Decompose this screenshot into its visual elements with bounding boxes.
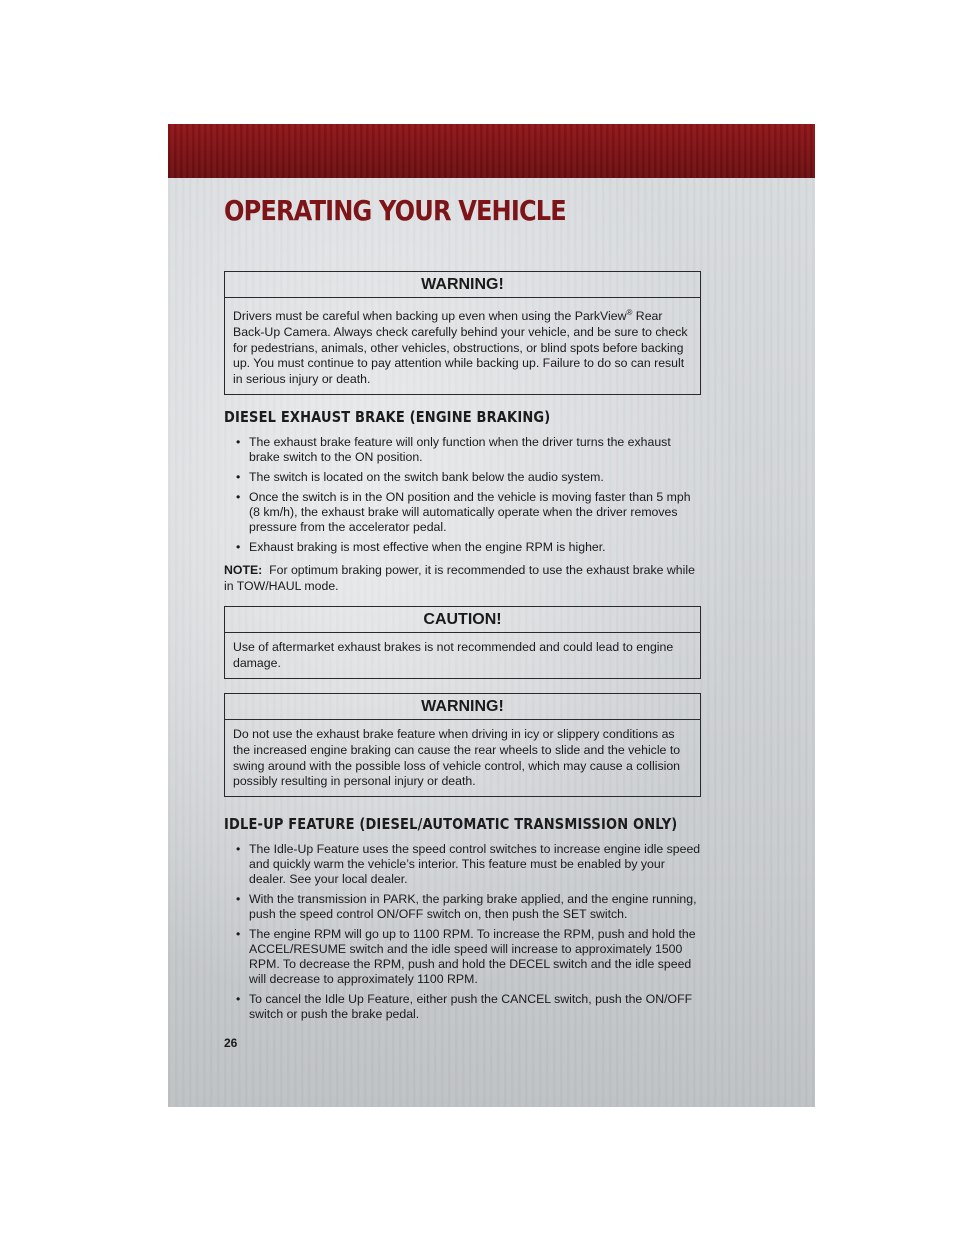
list-item-text: The engine RPM will go up to 1100 RPM. To increase the RPM, push and hold the ACCEL/RESUME switch and the idle speed will increase to approximately 1500 RPM. To decrease the RPM, push and hold the DECEL switch and the idle speed will decrease to approximately 1100 RPM. — [249, 927, 696, 986]
warning-body-text-b: Rear Back-Up Camera. Always check carefully behind your vehicle, and be sure to check for pedestrians, animals, other vehicles, obstructions, or blind spots before backing up. You must continue to pay attention while backing up. Failure to do so can result in serious injury or death. — [233, 309, 688, 387]
list-item-text: With the transmission in PARK, the parking brake applied, and the engine running, push the speed control ON/OFF switch on, then push the SET switch. — [249, 892, 697, 921]
list-item — [234, 892, 704, 922]
list-item-text: To cancel the Idle Up Feature, either push the CANCEL switch, push the ON/OFF switch or push the brake pedal. — [249, 992, 693, 1021]
list-item-text: The switch is located on the switch bank below the audio system. — [249, 470, 604, 484]
caution-body: Use of aftermarket exhaust brakes is not recommended and could lead to engine damage. — [233, 640, 674, 670]
warning-box-parkview — [224, 271, 701, 395]
bullet-mark: • — [236, 892, 241, 906]
list-item-text: Exhaust braking is most effective when the engine RPM is higher. — [249, 540, 606, 554]
list-item-text: The exhaust brake feature will only function when the driver turns the exhaust brake switch to the ON position. — [249, 435, 671, 464]
bullet-mark: • — [236, 470, 241, 484]
note-label: NOTE: — [224, 563, 263, 577]
warning-body — [225, 298, 700, 394]
page-title: OPERATING YOUR VEHICLE — [224, 194, 566, 227]
idle-up-bullet-list — [234, 842, 704, 1027]
bullet-mark: • — [236, 842, 241, 856]
bullet-mark: • — [236, 435, 241, 449]
manual-page — [168, 124, 815, 1107]
caution-box — [224, 606, 701, 679]
header-band — [168, 124, 815, 178]
list-item — [234, 435, 704, 465]
bullet-mark: • — [236, 540, 241, 554]
section-heading-exhaust-brake: DIESEL EXHAUST BRAKE (ENGINE BRAKING) — [224, 408, 551, 426]
note-paragraph — [224, 562, 699, 594]
page-number: 26 — [224, 1036, 238, 1050]
list-item — [234, 842, 704, 887]
list-item — [234, 540, 704, 555]
bullet-mark: • — [236, 927, 241, 941]
warning-body: Do not use the exhaust brake feature when driving in icy or slippery conditions as the increased engine braking can cause the rear wheels to slide and the vehicle to swing around with the possible loss of vehicle control, which may cause a collision possibly resulting in personal injury or death. — [233, 727, 681, 789]
list-item — [234, 992, 704, 1022]
section-heading-idle-up: IDLE-UP FEATURE (DIESEL/AUTOMATIC TRANSMISSION ONLY) — [224, 815, 678, 833]
registered-mark: ® — [626, 308, 633, 317]
bullet-mark: • — [236, 992, 241, 1006]
list-item — [234, 470, 704, 485]
warning-body-text-a: Drivers must be careful when backing up even when using the ParkView — [233, 309, 627, 324]
note-text: For optimum braking power, it is recommended to use the exhaust brake while in TOW/HAUL mode. — [224, 563, 695, 593]
list-item-text: The Idle-Up Feature uses the speed control switches to increase engine idle speed and quickly warm the vehicle’s interior. This feature must be enabled by your dealer. See your local dealer. — [249, 842, 701, 886]
warning-heading: WARNING! — [225, 272, 700, 298]
list-item-text: Once the switch is in the ON position and the vehicle is moving faster than 5 mph (8 km/h), the exhaust brake will automatically operate when the driver removes pressure from the accelerator pedal. — [249, 490, 691, 534]
list-item — [234, 490, 704, 535]
warning-heading: WARNING! — [225, 694, 700, 720]
list-item — [234, 927, 704, 987]
exhaust-brake-bullet-list — [234, 435, 704, 560]
bullet-mark: • — [236, 490, 241, 504]
warning-box-icy-conditions — [224, 693, 701, 797]
caution-heading: CAUTION! — [225, 607, 700, 633]
